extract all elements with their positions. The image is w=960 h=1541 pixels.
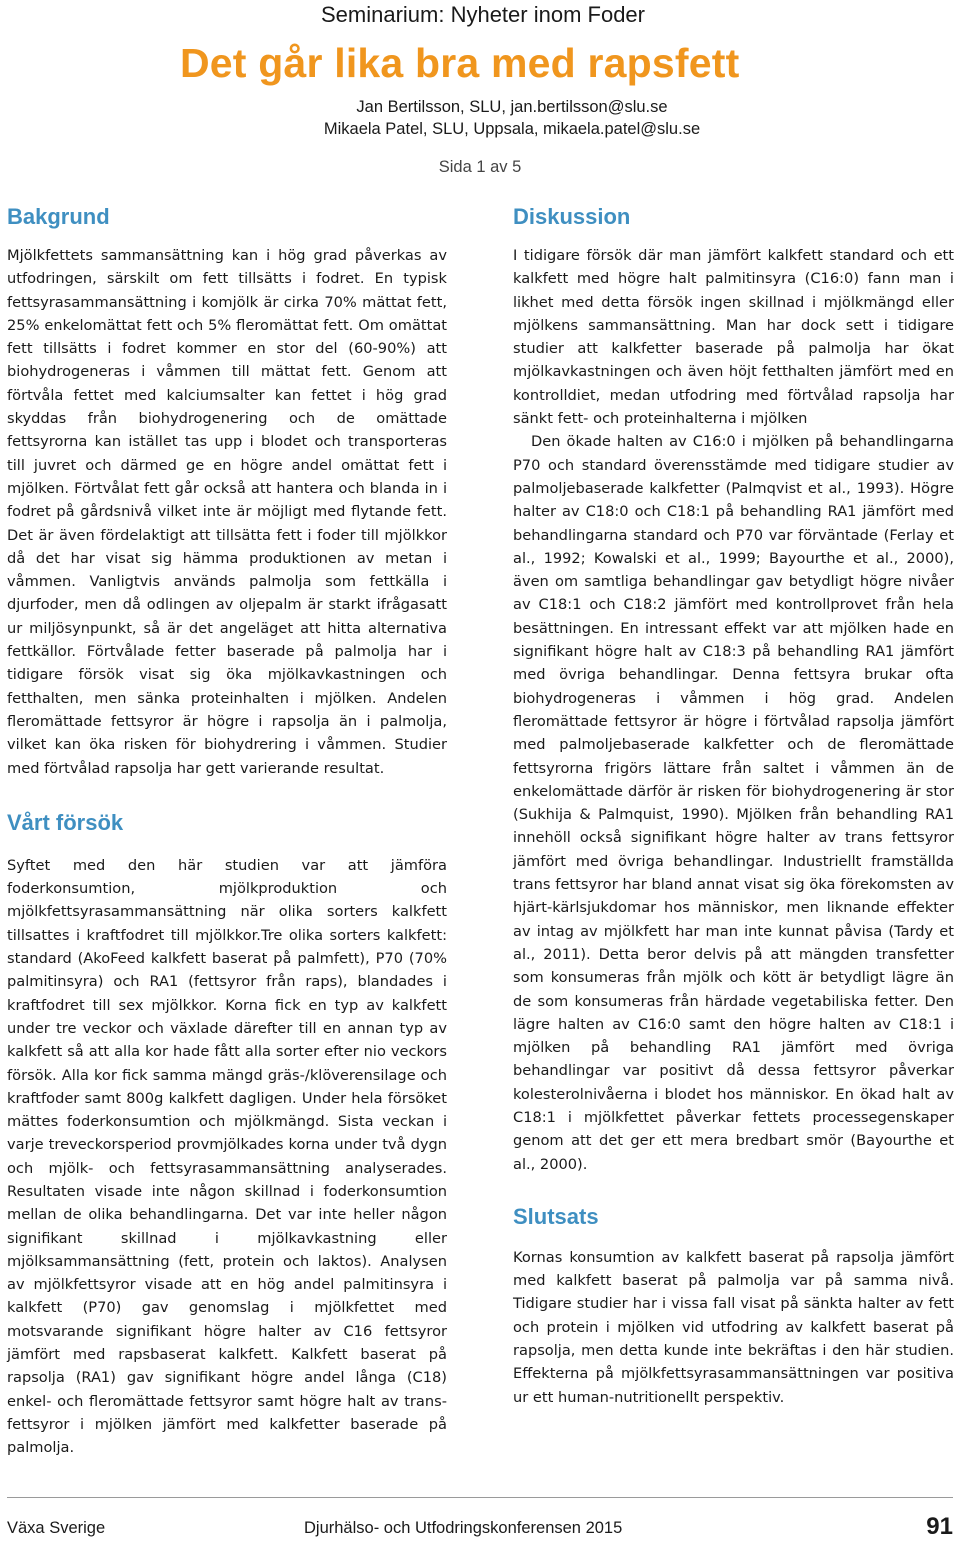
footer-divider xyxy=(7,1497,953,1498)
left-column xyxy=(7,204,447,1460)
seminar-label: Seminarium: Nyheter inom Foder xyxy=(320,2,645,27)
section-text-forsok: Syftet med den här studien var att jämföra foderkonsumtion, mjölkproduktion och mjölkfettsyrasammansättning när olika sorters kalkfett tillsattes i kraftfodret till mjölkkor.Tre olika sorters kalkfett: standard (AkoFeed kalkfett baserat på palmfett), P70 (70% palmitinsyra) och RA1 (fettsyror från raps), blandades i kraftfodret till sex mjölkkor. Korna fick en typ av kalkfett under tre veckor och växlade därefter till en annan typ av kalkfett så att alla kor hade fått alla sorter efter nio veckors försök. Alla kor fick samma mängd gräs-/klöverensilage och kraftfoder samt 800g kalkfett dagligen. Under hela försöket mättes foderkonsumtion och mjölkmängd. Sista veckan i varje treveckorsperiod provmjölkades korna under två dygn och mjölk- och fettsyrasammansättning analyserades. Resultaten visade inte någon skillnad i foderkonsumtion mellan de olika behandlingarna. Det var inte heller någon signifikant skillnad i mjölkavkastning eller mjölksammansättning (fett, protein och laktos). Analysen av mjölkfettsyror visade att en hög andel palmitinsyra i kalkfett (P70) gav genomslag i mjölkfettet med motsvarande signifikant högre halter av C16 fettsyror jämfört med rapsbaserat kalkfett. Kalkfett baserat på rapsolja (RA1) gav signifikant högre andel långa (C18) enkel- och fleromättade fettsyror samt högre halt av trans-fettsyror i mjölken jämfört med kalkfetter baserade på palmolja. xyxy=(7,856,447,1457)
footer-page-number: 91 xyxy=(926,1513,953,1540)
footer-publisher: Växa Sverige xyxy=(7,1519,106,1537)
section-text-diskussion-1: I tidigare försök där man jämfört kalkfett standard och ett kalkfett med högre halt palmitinsyra (C16:0) fann man i likhet med detta försök ingen skillnad i mjölkmängd eller mjölkens sammansättning. Man har dock sett i tidigare studier att kalkfetter baserade på palmolja har ökat mjölkavkastningen och även höjt fetthalten jämfört med en kontrolldiet, medan utfodring med förtvålad rapsolja har sänkt fett- och proteinhalterna i mjölken xyxy=(513,247,954,428)
right-column xyxy=(513,204,954,1409)
section-heading-diskussion: Diskussion xyxy=(513,204,631,229)
section-text-slutsats: Kornas konsumtion av kalkfett baserat på rapsolja jämfört med kalkfett baserat på palmolja var på samma nivå. Tidigare studier har i vissa fall visat på sänkta halter av fett och protein i mjölken vid utfodring av kalkfett baserat på rapsolja, men detta kunde inte bekräftas i den här studien. Effekterna på mjölkfettsyrasammansättningen var positiva ur ett human-nutritionellt perspektiv. xyxy=(513,1248,954,1406)
section-text-diskussion-2: Den ökade halten av C16:0 i mjölken på behandlingarna P70 och standard överensstämde med tidigare studier av palmoljebaserade kalkfetter (Palmqvist et al., 1993). Högre halter av C18:0 och C18:1 på behandling RA1 jämfört med behandlingarna standard och P70 var förväntade (Ferlay et al., 1992; Kowalski et al., 1999; Bayourthe et al., 2000), även om samtliga behandlingar gav betydligt högre nivåer av C18:1 och C18:2 jämfört med kontrollprovet från hela besättningen. En intressant effekt var att mjölken hade en signifikant högre halt av C18:3 på behandling RA1 jämfört med övriga behandlingar. Denna fettsyra brukar ofta biohydrogeneras i våmmen i hög grad. Andelen fleromättade fettsyror är högre i förtvålad rapsolja jämfört med palmoljebaserade kalkfetter och de fleromättade fettsyrorna frigörs lättare från saltet i våmmen än de enkelomättade därför är risken för biohydrogenering är stor (Sukhija & Palmquist, 1990). Mjölken från behandling RA1 innehöll också signifikant högre halter av trans fettsyror jämfört med övriga behandlingar. Industriellt framställda trans fettsyror har bland annat visat sig öka förekomsten av hjärt-kärlsjukdomar hos människor, men liknande effekter av intag av mjölkfett har man inte kunnat påvisa (Tardy et al., 2011). Detta beror delvis på att mängden transfetter som konsumeras från mjölk och kött är betydligt lägre än de som konsumeras från härdade vegetabiliska fetter. Den lägre halten av C16:0 samt den högre halten av C18:1 i mjölken på behandling RA1 jämfört med övriga behandlingar var positivt då dessa fettsyror påverkar kolesterolnivåerna i blodet hos människor. En ökad halt av C18:1 i mjölkfettet påverkar fettets processegenskaper genom att det ger ett mera bredbart smör (Bayourthe et al., 2000). xyxy=(513,433,954,1173)
section-text-bakgrund: Mjölkfettets sammansättning kan i hög grad påverkas av utfodringen, särskilt om fett tillsätts i fodret. En typisk fettsyrasammansättning i komjölk är cirka 70% mättat fett, 25% enkelomättat fett och 5% fleromättat fett. Om omättat fett tillsätts i fodret kommer en stor del (60-90%) att biohydrogeneras i våmmen till mättat fett. Genom att förtvåla fettet med kalciumsalter kan fettet i hög grad skyddas från biohydrogenering och de omättade fettsyrorna kan istället tas upp i blodet och transporteras till juvret och därmed ge en högre andel omättat fett i mjölken. Förtvålat fett går också att hantera och blanda in i fodret på gårdsnivå vilket inte är möjligt med flytande fett. Det är även fördelaktigt att tillsätta fett i foder till mjölkkor då det har visat sig hämma produktionen av metan i våmmen. Vanligtvis används palmolja som fettkälla i djurfoder, men då odlingen av oljepalm är starkt ifrågasatt ur miljösynpunkt, så är det angeläget att hitta alternativa fettkällor. Förtvålade fetter baserade på palmolja har i tidigare försök visat sig öka mjölkavkastningen och fetthalten, men sänka proteinhalten i mjölken. Andelen fleromättade fettsyror är högre i rapsolja än i palmolja, vilket kan öka risken för biohydrering i våmmen. Studier med förtvålad rapsolja har gett varierande resultat. xyxy=(7,247,447,777)
section-heading-slutsats: Slutsats xyxy=(513,1203,599,1229)
author-2: Mikaela Patel, SLU, Uppsala, mikaela.patel@slu.se xyxy=(323,120,701,138)
author-block xyxy=(0,96,960,140)
author-1: Jan Bertilsson, SLU, jan.bertilsson@slu.se xyxy=(356,98,668,116)
section-heading-forsok: Vårt försök xyxy=(7,809,124,835)
page-title: Det går lika bra med rapsfett xyxy=(180,40,740,86)
section-heading-bakgrund: Bakgrund xyxy=(7,204,110,229)
page-indicator: Sida 1 av 5 xyxy=(438,158,522,176)
footer-conference: Djurhälso- och Utfodringskonferensen 2015 xyxy=(304,1519,623,1537)
